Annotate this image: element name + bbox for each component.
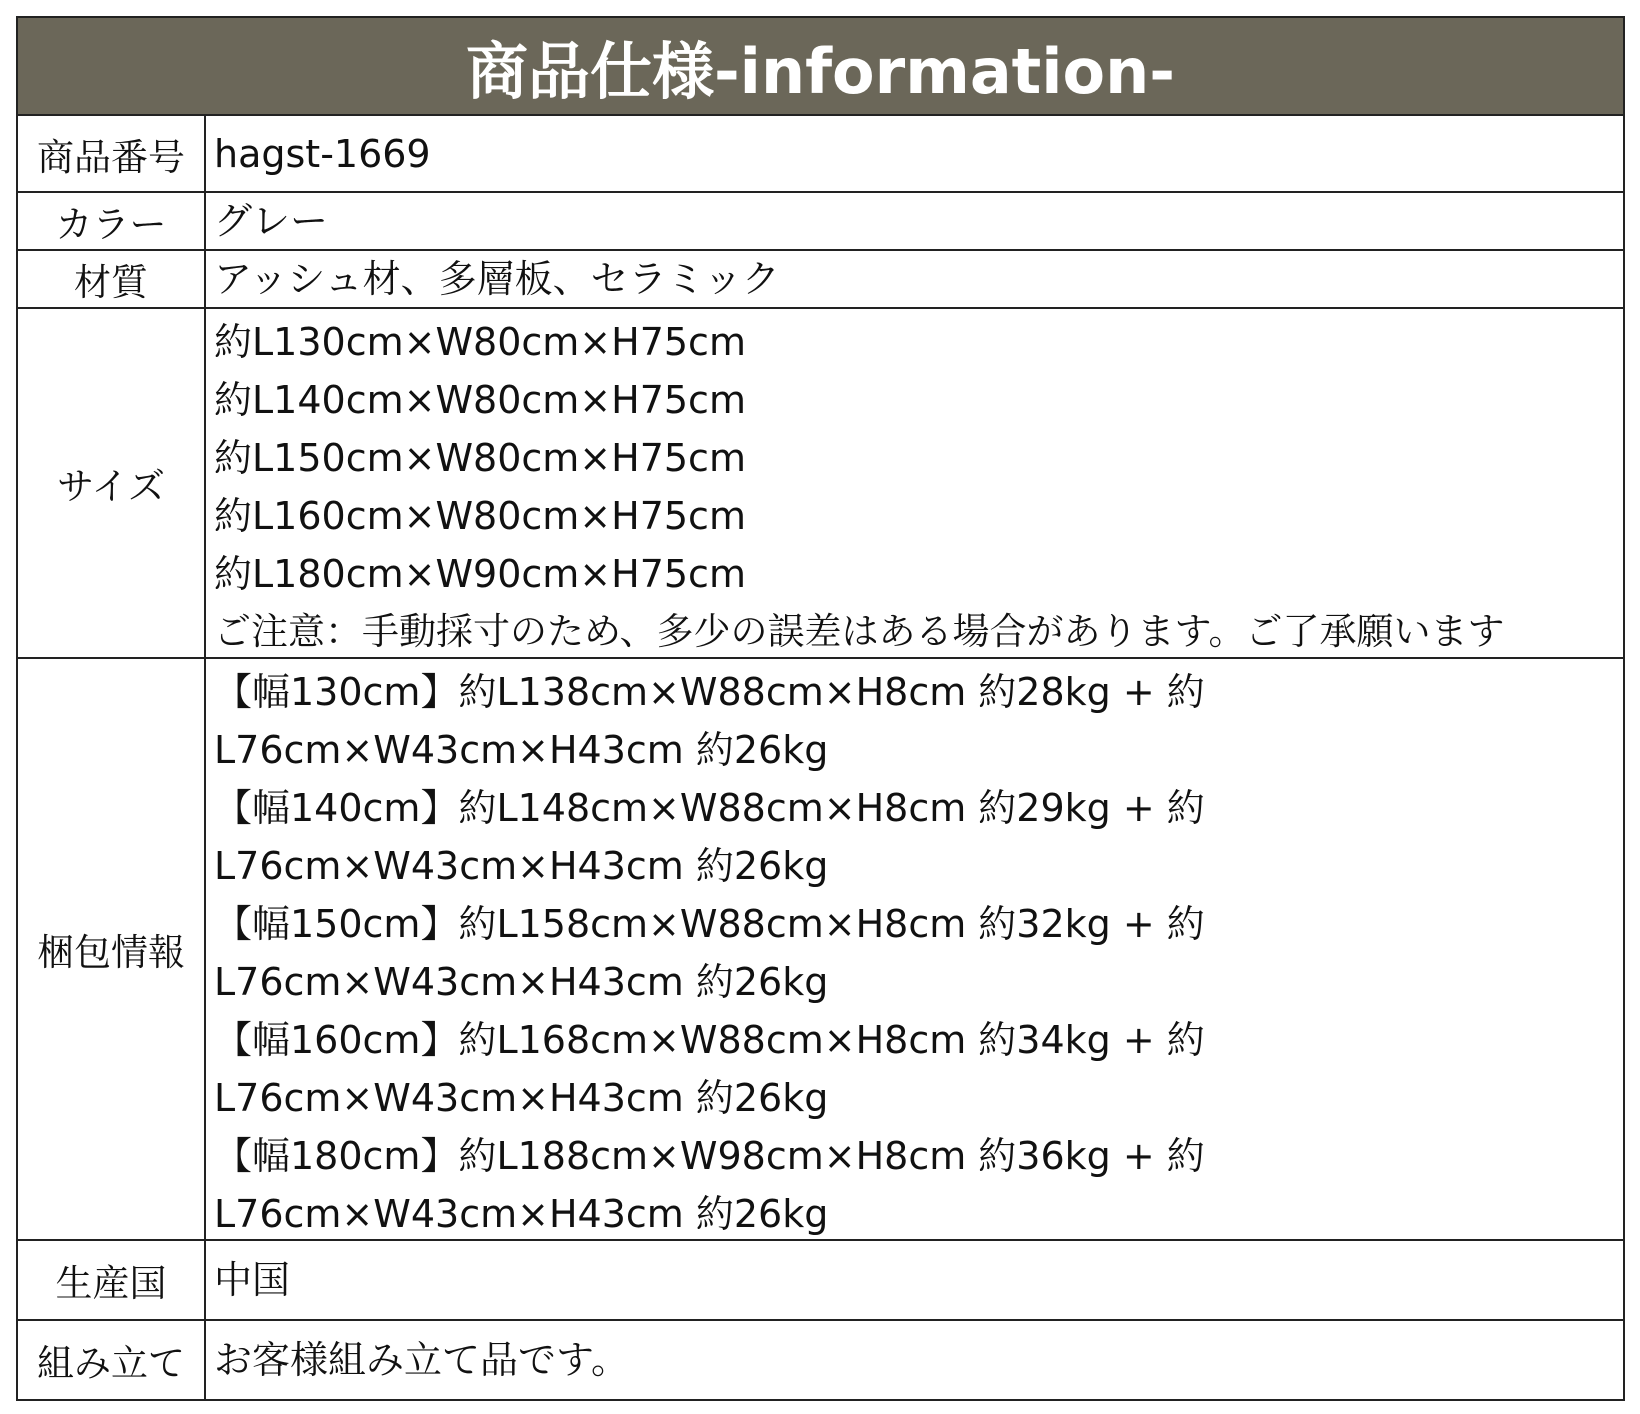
packing-line: L76cm×W43cm×H43cm 約26kg <box>214 960 829 1004</box>
packing-line: 【幅150cm】約L158cm×W88cm×H8cm 約32kg + 約 <box>214 902 1205 946</box>
row-color <box>18 193 1623 251</box>
size-note: ご注意：手動採寸のため、多少の誤差はある場合があります。ご了承願います <box>214 610 1505 653</box>
size-line: 約L150cm×W80cm×H75cm <box>214 436 746 480</box>
origin-label: 生産国 <box>18 1241 206 1319</box>
color-label: カラー <box>18 193 206 249</box>
packing-values <box>206 659 1623 1239</box>
size-line: 約L140cm×W80cm×H75cm <box>214 378 746 422</box>
packing-line: 【幅140cm】約L148cm×W88cm×H8cm 約29kg + 約 <box>214 786 1205 830</box>
material-value: アッシュ材、多層板、セラミック <box>214 257 780 301</box>
size-line: 約L130cm×W80cm×H75cm <box>214 320 746 364</box>
color-value: グレー <box>214 199 329 243</box>
packing-line: 【幅160cm】約L168cm×W88cm×H8cm 約34kg + 約 <box>214 1018 1205 1062</box>
packing-line: 【幅130cm】約L138cm×W88cm×H8cm 約28kg + 約 <box>214 670 1205 714</box>
product-code-label: 商品番号 <box>18 116 206 191</box>
size-values <box>206 309 1623 657</box>
row-origin <box>18 1241 1623 1321</box>
packing-line: 【幅180cm】約L188cm×W98cm×H8cm 約36kg + 約 <box>214 1134 1205 1178</box>
size-line: 約L160cm×W80cm×H75cm <box>214 494 746 538</box>
material-label: 材質 <box>18 251 206 307</box>
packing-line: L76cm×W43cm×H43cm 約26kg <box>214 1192 829 1236</box>
assembly-value: お客様組み立て品です。 <box>214 1338 629 1382</box>
row-size <box>18 309 1623 659</box>
spec-table <box>16 16 1625 1401</box>
packing-line: L76cm×W43cm×H43cm 約26kg <box>214 844 829 888</box>
product-code-value: hagst-1669 <box>214 131 431 176</box>
row-product-code <box>18 116 1623 193</box>
assembly-label: 組み立て <box>18 1321 206 1399</box>
row-packing <box>18 659 1623 1241</box>
table-title: 商品仕様-information- <box>18 18 1623 116</box>
packing-label: 梱包情報 <box>18 659 206 1239</box>
size-line: 約L180cm×W90cm×H75cm <box>214 552 746 596</box>
row-material <box>18 251 1623 309</box>
row-assembly <box>18 1321 1623 1399</box>
size-label: サイズ <box>18 309 206 657</box>
origin-value: 中国 <box>214 1258 291 1302</box>
packing-line: L76cm×W43cm×H43cm 約26kg <box>214 1076 829 1120</box>
packing-line: L76cm×W43cm×H43cm 約26kg <box>214 728 829 772</box>
